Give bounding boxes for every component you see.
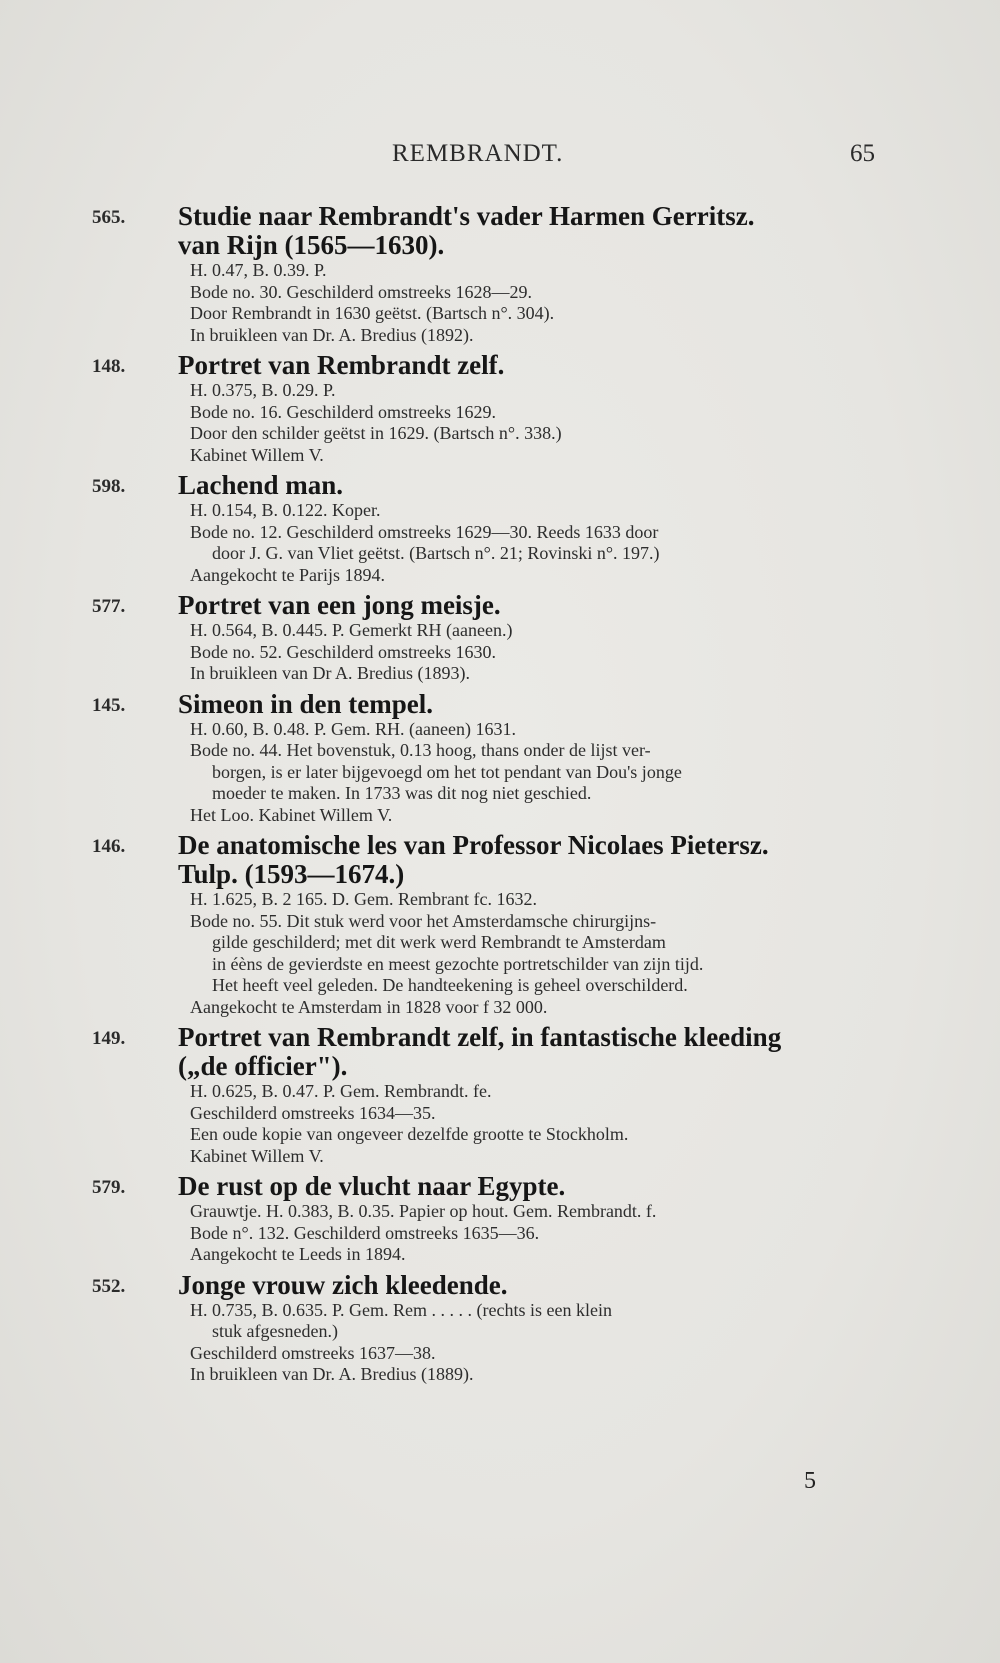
- entry-detail: H. 1.625, B. 2 165. D. Gem. Rembrant fc. 1632.: [190, 889, 537, 909]
- entry-number: 552.: [92, 1275, 126, 1297]
- entry-title-line: Tulp. (1593—1674.): [178, 859, 405, 889]
- entry-detail: in éèns de gevierdste en meest gezochte portretschilder van zijn tijd.: [212, 953, 704, 974]
- entry-detail: Door Rembrandt in 1630 geëtst. (Bartsch n°. 304).: [190, 303, 555, 323]
- entry-title-line: Lachend man.: [178, 470, 344, 500]
- entry-detail: H. 0.60, B. 0.48. P. Gem. RH. (aaneen) 1631.: [190, 718, 516, 739]
- entry-title: [178, 1172, 878, 1201]
- entry-title: [178, 690, 878, 719]
- entry-detail: H. 0.564, B. 0.445. P. Gemerkt RH (aaneen.): [190, 620, 513, 640]
- entry-detail: Bode no. 12. Geschilderd omstreeks 1629—30. Reeds 1633 door: [190, 521, 659, 542]
- catalogue-entry: [0, 831, 1000, 1018]
- catalogue-entry: [0, 1172, 1000, 1266]
- catalogue-entry: [0, 471, 1000, 586]
- catalogue-entry: [0, 1271, 1000, 1386]
- entry-detail: Het heeft veel geleden. De handteekening is geheel overschilderd.: [212, 975, 688, 995]
- entry-detail: Kabinet Willem V.: [190, 1145, 324, 1166]
- entry-title-line: Simeon in den tempel.: [178, 688, 434, 719]
- entry-number: 149.: [92, 1028, 126, 1049]
- entry-title-line: De anatomische les van Professor Nicolaes Pietersz.: [178, 830, 769, 860]
- entry-detail: Bode no. 52. Geschilderd omstreeks 1630.: [190, 641, 496, 662]
- entry-number: 146.: [92, 836, 126, 857]
- entry-detail: stuk afgesneden.): [212, 1321, 338, 1341]
- page-number: 65: [850, 140, 875, 167]
- entry-title: [178, 1023, 878, 1081]
- catalogue-entry: [0, 1023, 1000, 1167]
- catalogue-entry: [0, 202, 1000, 346]
- entry-detail: Bode no. 55. Dit stuk werd voor het Amsterdamsche chirurgijns-: [190, 910, 657, 931]
- entry-detail: In bruikleen van Dr. A. Bredius (1892).: [190, 324, 474, 345]
- entry-detail: Door den schilder geëtst in 1629. (Bartsch n°. 338.): [190, 423, 562, 443]
- entry-detail: H. 0.154, B. 0.122. Koper.: [190, 500, 381, 520]
- entry-detail: Kabinet Willem V.: [190, 444, 324, 465]
- entry-detail: In bruikleen van Dr A. Bredius (1893).: [190, 663, 470, 683]
- entry-detail: Bode no. 30. Geschilderd omstreeks 1628—29.: [190, 281, 532, 302]
- entry-number: 565.: [92, 207, 126, 228]
- entry-detail: Een oude kopie van ongeveer dezelfde grootte te Stockholm.: [190, 1124, 629, 1144]
- entry-detail: Aangekocht te Parijs 1894.: [190, 564, 385, 585]
- entry-title-line: van Rijn (1565—1630).: [178, 230, 445, 260]
- entry-number: 579.: [92, 1177, 126, 1198]
- entry-detail: Geschilderd omstreeks 1634—35.: [190, 1102, 436, 1123]
- entry-title-line: Portret van Rembrandt zelf, in fantastische kleeding: [178, 1022, 782, 1052]
- entry-title-line: Studie naar Rembrandt's vader Harmen Gerritsz.: [178, 201, 755, 231]
- entry-title-line: De rust op de vlucht naar Egypte.: [178, 1171, 566, 1201]
- entry-detail: Bode no. 44. Het bovenstuk, 0.13 hoog, thans onder de lijst ver-: [190, 740, 651, 760]
- entry-title-line: Portret van een jong meisje.: [178, 590, 501, 620]
- catalogue-entry: [0, 591, 1000, 685]
- entry-detail: moeder te maken. In 1733 was dit nog niet geschied.: [212, 783, 592, 803]
- catalogue-entry: [0, 690, 1000, 827]
- entry-detail: gilde geschilderd; met dit werk werd Rembrandt te Amsterdam: [212, 932, 666, 952]
- entry-detail: door J. G. van Vliet geëtst. (Bartsch n°. 21; Rovinski n°. 197.): [212, 543, 660, 563]
- entry-detail: Bode n°. 132. Geschilderd omstreeks 1635—36.: [190, 1222, 540, 1243]
- entry-detail: Grauwtje. H. 0.383, B. 0.35. Papier op hout. Gem. Rembrandt. f.: [190, 1201, 657, 1221]
- page-header: [0, 140, 1000, 180]
- entry-detail: H. 0.375, B. 0.29. P.: [190, 380, 336, 400]
- entry-title: [178, 202, 878, 260]
- entry-title-line: Jonge vrouw zich kleedende.: [178, 1269, 508, 1300]
- entry-detail: borgen, is er later bijgevoegd om het tot pendant van Dou's jonge: [212, 761, 682, 782]
- entry-detail: H. 0.625, B. 0.47. P. Gem. Rembrandt. fe.: [190, 1081, 492, 1101]
- entry-number: 598.: [92, 476, 126, 497]
- entry-title: [178, 831, 878, 889]
- entry-title-line: Portret van Rembrandt zelf.: [178, 350, 505, 380]
- entry-title-line: („de officier").: [178, 1051, 348, 1081]
- entry-detail: Het Loo. Kabinet Willem V.: [190, 804, 393, 825]
- catalogue-entries: [0, 202, 1000, 1391]
- entry-detail: Aangekocht te Leeds in 1894.: [190, 1244, 406, 1264]
- entry-detail: Aangekocht te Amsterdam in 1828 voor f 32 000.: [190, 996, 548, 1017]
- entry-title: [178, 1271, 878, 1300]
- entry-number: 577.: [92, 596, 126, 617]
- entry-detail: H. 0.735, B. 0.635. P. Gem. Rem . . . . . (rechts is een klein: [190, 1299, 612, 1320]
- entry-title: [178, 471, 878, 500]
- entry-detail: Bode no. 16. Geschilderd omstreeks 1629.: [190, 401, 496, 422]
- entry-detail: H. 0.47, B. 0.39. P.: [190, 260, 327, 280]
- entry-detail: Geschilderd omstreeks 1637—38.: [190, 1342, 436, 1363]
- entry-detail: In bruikleen van Dr. A. Bredius (1889).: [190, 1364, 474, 1384]
- running-title: REMBRANDT.: [392, 140, 564, 167]
- signature-mark: 5: [804, 1468, 816, 1494]
- catalogue-entry: [0, 351, 1000, 466]
- entry-number: 145.: [92, 694, 126, 716]
- entry-title: [178, 351, 878, 380]
- entry-number: 148.: [92, 356, 126, 377]
- entry-title: [178, 591, 878, 620]
